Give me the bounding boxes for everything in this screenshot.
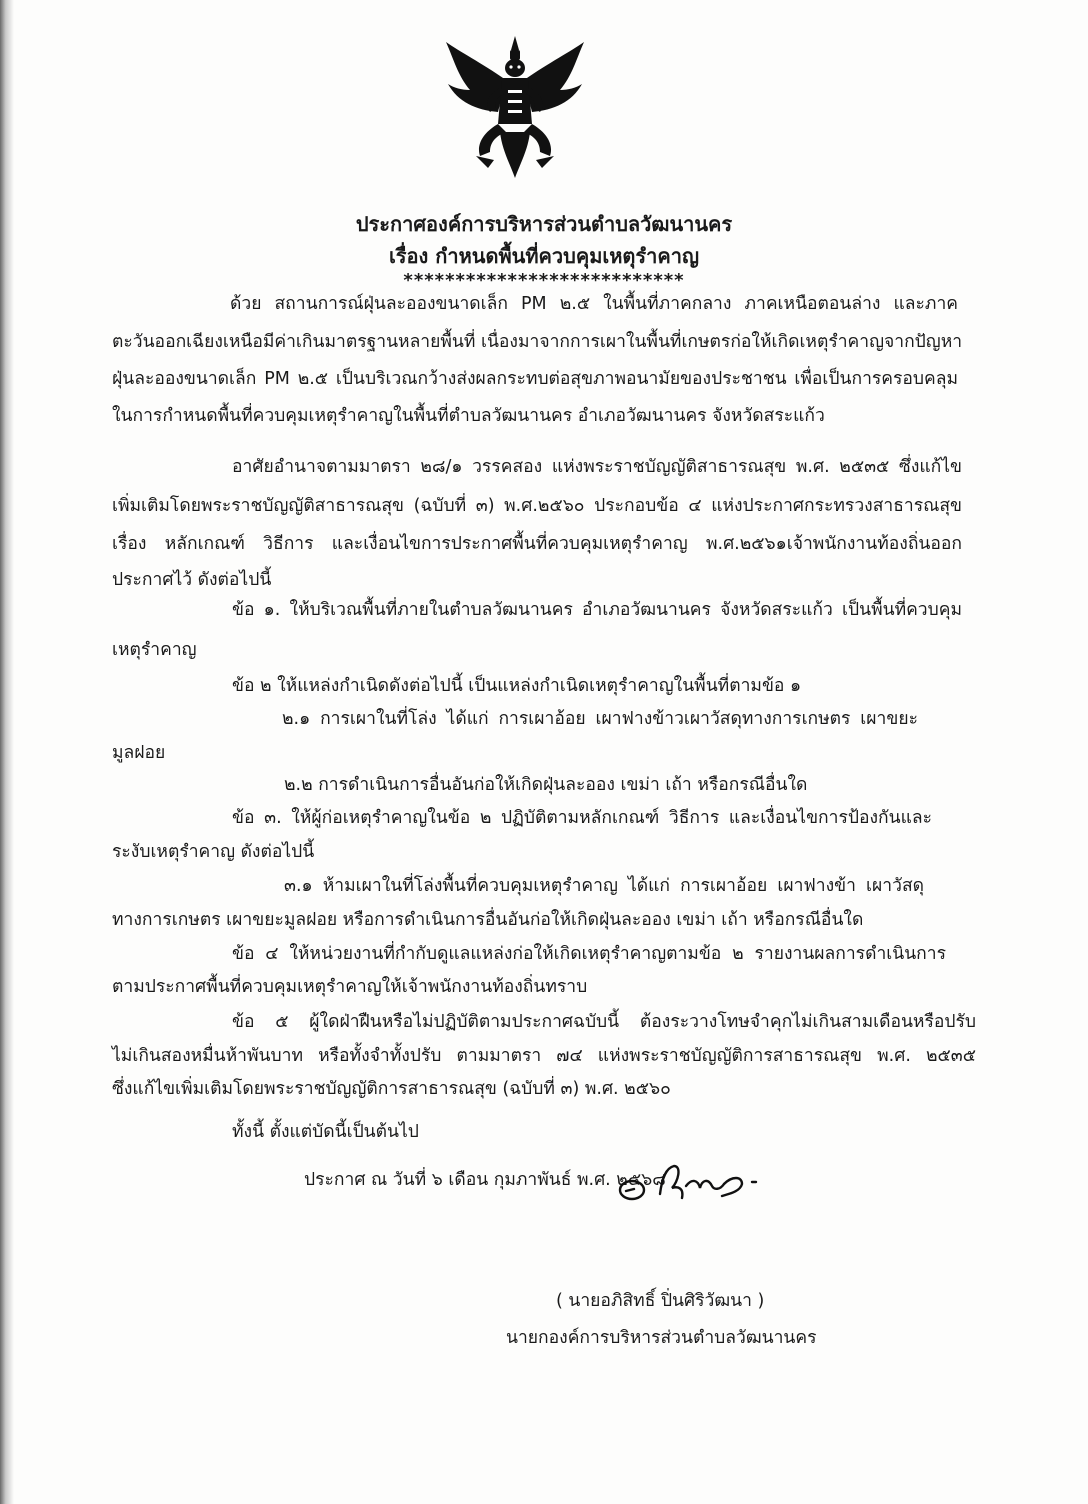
paragraph-2-line: ประกาศไว้ ดังต่อไปนี้ — [112, 570, 272, 590]
paragraph-1-line: ฝุ่นละอองขนาดเล็ก PM ๒.๕ เป็นบริเวณกว้างส่งผลกระทบต่อสุขภาพอนามัยของประชาชน เพื่อเป็นการครอบคลุม — [112, 369, 958, 389]
handwritten-signature-icon — [612, 1158, 772, 1208]
clause-2-1-line: ๒.๑ การเผาในที่โล่ง ได้แก่ การเผาอ้อย เผาฟางข้าวเผาวัสดุทางการเกษตร เผาขยะ — [282, 709, 918, 729]
clause-3-1-line: ทางการเกษตร เผาขยะมูลฝอย หรือการดำเนินการอื่นอันก่อให้เกิดฝุ่นละออง เขม่า เถ้า หรือกรณีอื่นใด — [112, 910, 864, 930]
clause-5-line: ข้อ ๕ ผู้ใดฝ่าฝืนหรือไม่ปฏิบัติตามประกาศฉบับนี้ ต้องระวางโทษจำคุกไม่เกินสามเดือนหรือปรับ — [232, 1012, 976, 1032]
paragraph-2-line: อาศัยอำนาจตามมาตรา ๒๘/๑ วรรคสอง แห่งพระราชบัญญัติสาธารณสุข พ.ศ. ๒๕๓๕ ซึ่งแก้ไข — [232, 457, 962, 477]
paragraph-2-line: เรื่อง หลักเกณฑ์ วิธีการ และเงื่อนไขการประกาศพื้นที่ควบคุมเหตุรำคาญ พ.ศ.๒๕๖๑เจ้าพนักงานท้องถิ่นออก — [112, 534, 962, 554]
signatory-name: ( นายอภิสิทธิ์ ปิ่นศิริวัฒนา ) — [556, 1291, 765, 1311]
title-separator: *************************** — [403, 270, 685, 291]
clause-3-1-line: ๓.๑ ห้ามเผาในที่โล่งพื้นที่ควบคุมเหตุรำคาญ ได้แก่ การเผาอ้อย เผาฟางข้า เผาวัสดุ — [284, 876, 924, 896]
clause-2-line: ข้อ ๒ ให้แหล่งกำเนิดดังต่อไปนี้ เป็นแหล่งกำเนิดเหตุรำคาญในพื้นที่ตามข้อ ๑ — [232, 676, 802, 696]
paragraph-2-line: เพิ่มเติมโดยพระราชบัญญัติสาธารณสุข (ฉบับที่ ๓) พ.ศ.๒๕๖๐ ประกอบข้อ ๔ แห่งประกาศกระทรวงสาธารณสุข — [112, 496, 962, 516]
clause-1-line: ข้อ ๑. ให้บริเวณพื้นที่ภายในตำบลวัฒนานคร อำเภอวัฒนานคร จังหวัดสระแก้ว เป็นพื้นที่ควบคุม — [232, 600, 962, 620]
effective-date-line: ทั้งนี้ ตั้งแต่บัดนี้เป็นต้นไป — [232, 1122, 419, 1142]
paragraph-1-line: ด้วย สถานการณ์ฝุ่นละอองขนาดเล็ก PM ๒.๕ ในพื้นที่ภาคกลาง ภาคเหนือตอนล่าง และภาค — [230, 294, 958, 314]
paragraph-1-line: ตะวันออกเฉียงเหนือมีค่าเกินมาตรฐานหลายพื้นที่ เนื่องมาจากการเผาในพื้นที่เกษตรก่อให้เกิดเหตุรำคาญจากปัญหา — [112, 332, 963, 352]
garuda-emblem-icon — [440, 32, 590, 182]
clause-4-line: ข้อ ๔ ให้หน่วยงานที่กำกับดูแลแหล่งก่อให้เกิดเหตุรำคาญตามข้อ ๒ รายงานผลการดำเนินการ — [232, 944, 946, 964]
clause-5-line: ไม่เกินสองหมื่นห้าพันบาท หรือทั้งจำทั้งปรับ ตามมาตรา ๗๔ แห่งพระราชบัญญัติการสาธารณสุข พ.ศ. ๒๕๓๕ — [112, 1046, 976, 1066]
clause-2-1-line: มูลฝอย — [112, 743, 166, 763]
paragraph-1-line: ในการกำหนดพื้นที่ควบคุมเหตุรำคาญในพื้นที่ตำบลวัฒนานคร อำเภอวัฒนานคร จังหวัดสระแก้ว — [112, 406, 825, 426]
clause-3-line: ข้อ ๓. ให้ผู้ก่อเหตุรำคาญในข้อ ๒ ปฏิบัติตามหลักเกณฑ์ วิธีการ และเงื่อนไขการป้องกันและ — [232, 808, 932, 828]
signatory-position: นายกองค์การบริหารส่วนตำบลวัฒนานคร — [506, 1328, 817, 1348]
clause-3-line: ระงับเหตุรำคาญ ดังต่อไปนี้ — [112, 842, 315, 862]
clause-2-2-line: ๒.๒ การดำเนินการอื่นอันก่อให้เกิดฝุ่นละออง เขม่า เถ้า หรือกรณีอื่นใด — [284, 775, 808, 795]
clause-4-line: ตามประกาศพื้นที่ควบคุมเหตุรำคาญให้เจ้าพนักงานท้องถิ่นทราบ — [112, 977, 588, 997]
announcement-date: ประกาศ ณ วันที่ ๖ เดือน กุมภาพันธ์ พ.ศ. ๒๕๖๘ — [304, 1170, 666, 1190]
announcement-title: ประกาศองค์การบริหารส่วนตำบลวัฒนานคร — [355, 212, 733, 236]
announcement-subject: เรื่อง กำหนดพื้นที่ควบคุมเหตุรำคาญ — [388, 244, 700, 268]
clause-1-line: เหตุรำคาญ — [112, 640, 197, 660]
clause-5-line: ซึ่งแก้ไขเพิ่มเติมโดยพระราชบัญญัติการสาธารณสุข (ฉบับที่ ๓) พ.ศ. ๒๕๖๐ — [112, 1079, 671, 1099]
